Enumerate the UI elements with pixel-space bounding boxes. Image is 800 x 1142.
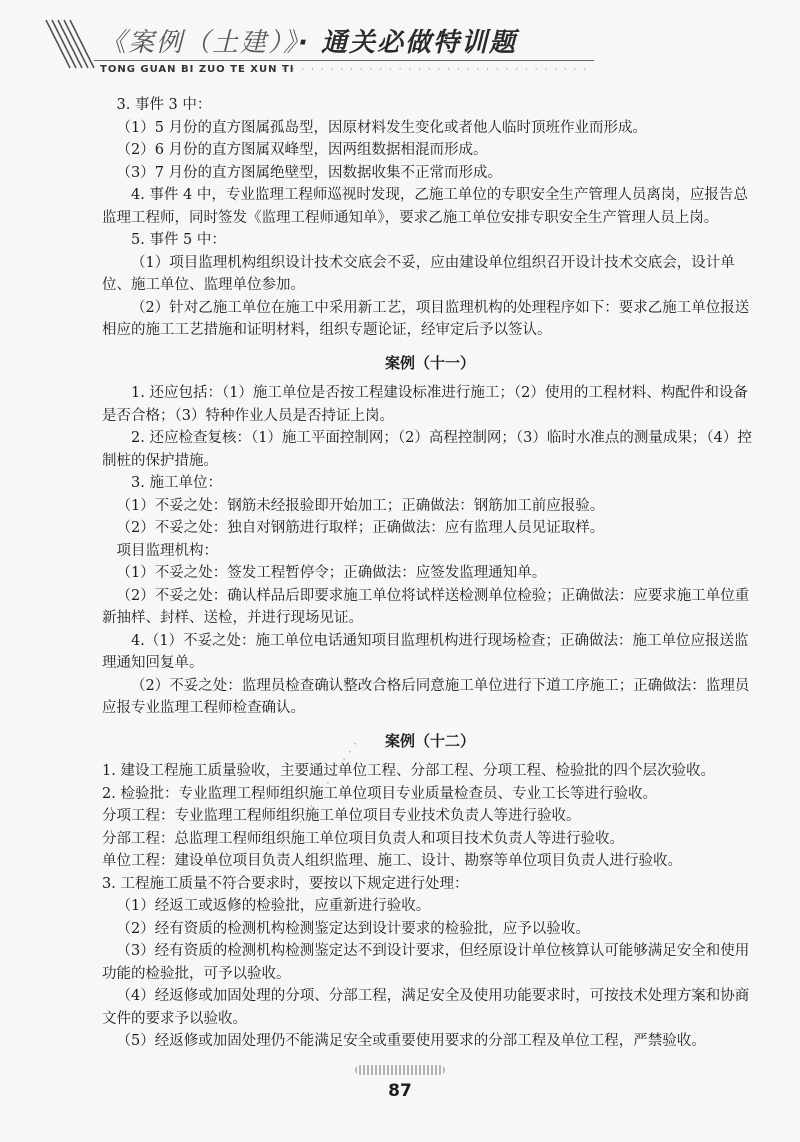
watermark: · · · · · · · · · · · · · · ·: [270, 736, 365, 861]
paragraph: （3）7 月份的直方图属绝壁型，因数据收集不正常而形成。: [116, 164, 503, 181]
header-rule: [94, 60, 594, 61]
paragraph: （2）不妥之处：监理员检查确认整改合格后同意施工单位进行下道工序施工；正确做法：监理员应报专业监理工程师检查确认。: [102, 677, 750, 716]
paragraph: 4.（1）不妥之处：施工单位电话通知项目监理机构进行现场检查；正确做法：施工单位应报送监理通知回复单。: [102, 632, 749, 671]
paragraph: （5）经返修或加固处理仍不能满足安全或重要使用要求的分部工程及单位工程，严禁验收。: [116, 1033, 706, 1049]
paragraph: 2. 还应检查复核：（1）施工平面控制网；（2）高程控制网；（3）临时水准点的测量成果；（4）控制桩的保护措施。: [102, 430, 752, 469]
header-subtitle: TONG GUAN BI ZUO TE XUN TI: [100, 64, 295, 75]
section-12: [102, 760, 758, 1053]
paragraph: 1. 建设工程施工质量验收，主要通过单位工程、分部工程、分项工程、检验批的四个层次验收。: [102, 763, 715, 779]
section-top: [102, 94, 758, 342]
page-header: [0, 0, 800, 90]
paragraph: 3. 施工单位：: [131, 475, 222, 491]
header-title-bold: 《案例（土建）》: [100, 28, 299, 58]
paragraph: 分项工程：专业监理工程师组织施工单位项目专业技术负责人等进行验收。: [102, 808, 581, 824]
section-heading-11: 案例（十一）: [384, 353, 475, 372]
header-stripe-ornament: [44, 18, 104, 70]
paragraph: （1）不妥之处：签发工程暂停令；正确做法：应签发监理通知单。: [116, 565, 547, 581]
section-11: [102, 382, 758, 720]
paragraph: 分部工程：总监理工程师组织施工单位项目负责人和项目技术负责人等进行验收。: [102, 830, 624, 847]
header-title: [100, 22, 517, 59]
paragraph: （1）5 月份的直方图属孤岛型，因原材料发生变化或者他人临时顶班作业而形成。: [116, 119, 648, 136]
paragraph: （1）经返工或返修的检验批，应重新进行验收。: [116, 898, 431, 914]
paragraph: 3. 工程施工质量不符合要求时，要按以下规定进行处理：: [102, 875, 469, 892]
page-number: 87: [388, 1081, 412, 1101]
paragraph: （1）项目监理机构组织设计技术交底会不妥，应由建设单位组织召开设计技术交底会，设计单位、施工单位、监理单位参加。: [102, 254, 735, 293]
paragraph: （2）不妥之处：独自对钢筋进行取样；正确做法：应有监理人员见证取样。: [116, 520, 605, 536]
section-heading-12: 案例（十二）: [384, 731, 475, 750]
page-content: [102, 94, 758, 1053]
header-title-rest: · 通关必做特训题: [298, 28, 517, 58]
paragraph: （2）经有资质的检测机构检测鉴定达到设计要求的检验批，应予以验收。: [116, 920, 590, 937]
paragraph: 4. 事件 4 中，专业监理工程师巡视时发现，乙施工单位的专职安全生产管理人员离岗，应报告总监理工程师，同时签发《监理工程师通知单》，要求乙施工单位安排专职安全生产管理人员上岗。: [102, 187, 748, 226]
paragraph: 1. 还应包括：（1）施工单位是否按工程建设标准进行施工；（2）使用的工程材料、构配件和设备是否合格；（3）特种作业人员是否持证上岗。: [102, 385, 748, 424]
paragraph: （4）经返修或加固处理的分项、分部工程，满足安全及使用功能要求时，可按技术处理方案和协商文件的要求予以验收。: [102, 988, 750, 1027]
paragraph: （2）6 月份的直方图属双峰型，因两组数据相混而形成。: [116, 142, 488, 158]
paragraph: 单位工程：建设单位项目负责人组织监理、施工、设计、勘察等单位项目负责人进行验收。: [102, 853, 682, 869]
header-dots-ornament: · · · · · · · · · · · · · · · · · · · · · · · · · · · · · · · ·: [282, 65, 589, 75]
paragraph: （2）不妥之处：确认样品后即要求施工单位将试样送检测单位检验；正确做法：应要求施工单位重新抽样、封样、送检，并进行现场见证。: [102, 587, 750, 626]
paragraph: （2）针对乙施工单位在施工中采用新工艺，项目监理机构的处理程序如下：要求乙施工单位报送相应的施工工艺措施和证明材料，组织专题论证，经审定后予以签认。: [102, 299, 750, 338]
paragraph: 项目监理机构：: [116, 542, 218, 559]
paragraph: （3）经有资质的检测机构检测鉴定达不到设计要求，但经原设计单位核算认可能够满足安全和使用功能的检验批，可予以验收。: [102, 943, 750, 982]
paragraph: 3. 事件 3 中：: [116, 97, 212, 113]
paragraph: 5. 事件 5 中：: [131, 232, 226, 248]
paragraph: 2. 检验批：专业监理工程师组织施工单位项目专业质量检查员、专业工长等进行验收。: [102, 785, 657, 802]
footer-ornament: [355, 1065, 445, 1075]
page-footer: [0, 1060, 800, 1101]
paragraph: （1）不妥之处：钢筋未经报验即开始加工；正确做法：钢筋加工前应报验。: [116, 497, 605, 514]
